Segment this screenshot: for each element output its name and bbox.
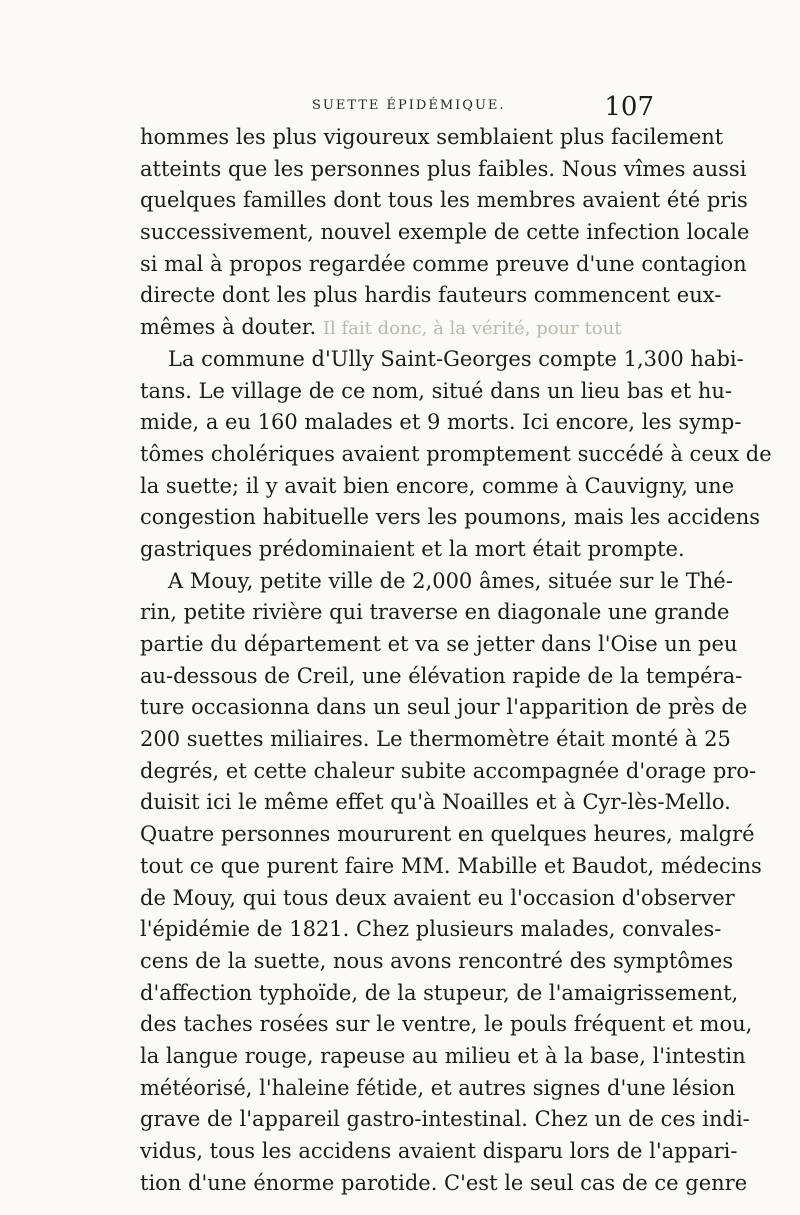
body-text	[140, 122, 772, 1199]
text-line: rin, petite rivière qui traverse en diagonale une grande	[140, 600, 730, 625]
text-line: tout ce que purent faire MM. Mabille et Baudot, médecins	[140, 853, 762, 878]
text-line: l'épidémie de 1821. Chez plusieurs malades, convales-	[140, 917, 722, 942]
page-header	[140, 92, 660, 120]
text-line: d'affection typhoïde, de la stupeur, de l'amaigrissement,	[140, 980, 739, 1005]
text-line-with-show-through	[140, 312, 660, 344]
text-line: grave de l'appareil gastro-intestinal. Chez un de ces indi-	[140, 1107, 750, 1132]
text-line: au-dessous de Creil, une élévation rapide de la tempéra-	[140, 663, 743, 688]
text-line: atteints que les personnes plus faibles. Nous vîmes aussi	[140, 156, 747, 181]
text-line: successivement, nouvel exemple de cette infection locale	[140, 220, 750, 245]
text-line: gastriques prédominaient et la mort était prompte.	[140, 536, 685, 561]
text-line: vidus, tous les accidens avaient disparu lors de l'appari-	[140, 1139, 738, 1163]
text-line: si mal à propos regardée comme preuve d'une contagion	[140, 251, 747, 276]
paragraph-start-line: A Mouy, petite ville de 2,000 âmes, située sur le Thé-	[168, 568, 733, 593]
text-line: tans. Le village de ce nom, situé dans un lieu bas et hu-	[140, 378, 732, 403]
text-line: de Mouy, qui tous deux avaient eu l'occasion d'observer	[140, 885, 735, 910]
text-line: des taches rosées sur le ventre, le pouls fréquent et mou,	[140, 1012, 753, 1037]
text-line: degrés, et cette chaleur subite accompagnée d'orage pro-	[140, 758, 757, 783]
text-line: la langue rouge, rapeuse au milieu et à la base, l'intestin	[140, 1043, 746, 1068]
paragraph-start-line: La commune d'Ully Saint-Georges compte 1,300 habi-	[168, 346, 744, 371]
running-head: SUETTE ÉPIDÉMIQUE.	[312, 98, 506, 113]
text-line: 200 suettes miliaires. Le thermomètre était monté à 25	[140, 727, 731, 752]
text-line: météorisé, l'haleine fétide, et autres signes d'une lésion	[140, 1075, 736, 1100]
show-through-text: Il fait donc, à la vérité, pour tout	[322, 318, 622, 340]
text-line: hommes les plus vigoureux semblaient plus facilement	[140, 125, 724, 149]
paragraph-end-text: mêmes à douter.	[140, 315, 317, 340]
text-line: mide, a eu 160 malades et 9 morts. Ici encore, les symp-	[140, 410, 742, 435]
text-line: la suette; il y avait bien encore, comme à Cauvigny, une	[140, 473, 735, 498]
text-line: duisit ici le même effet qu'à Noailles et à Cyr-lès-Mello.	[140, 790, 731, 815]
text-line: tômes cholériques avaient promptement succédé à ceux de	[140, 441, 772, 466]
text-line: Quatre personnes moururent en quelques heures, malgré	[140, 822, 755, 847]
text-line: partie du département et va se jetter dans l'Oise un peu	[140, 632, 738, 656]
text-line: ture occasionna dans un seul jour l'apparition de près de	[140, 695, 748, 720]
text-line: congestion habituelle vers les poumons, mais les accidens	[140, 505, 761, 530]
text-line: tion d'une énorme parotide. C'est le seul cas de ce genre	[140, 1170, 748, 1195]
text-line: quelques familles dont tous les membres avaient été pris	[140, 188, 748, 213]
page-number: 107	[604, 92, 654, 122]
text-line: directe dont les plus hardis fauteurs commencent eux-	[140, 283, 722, 308]
text-line: cens de la suette, nous avons rencontré des symptômes	[140, 948, 734, 973]
